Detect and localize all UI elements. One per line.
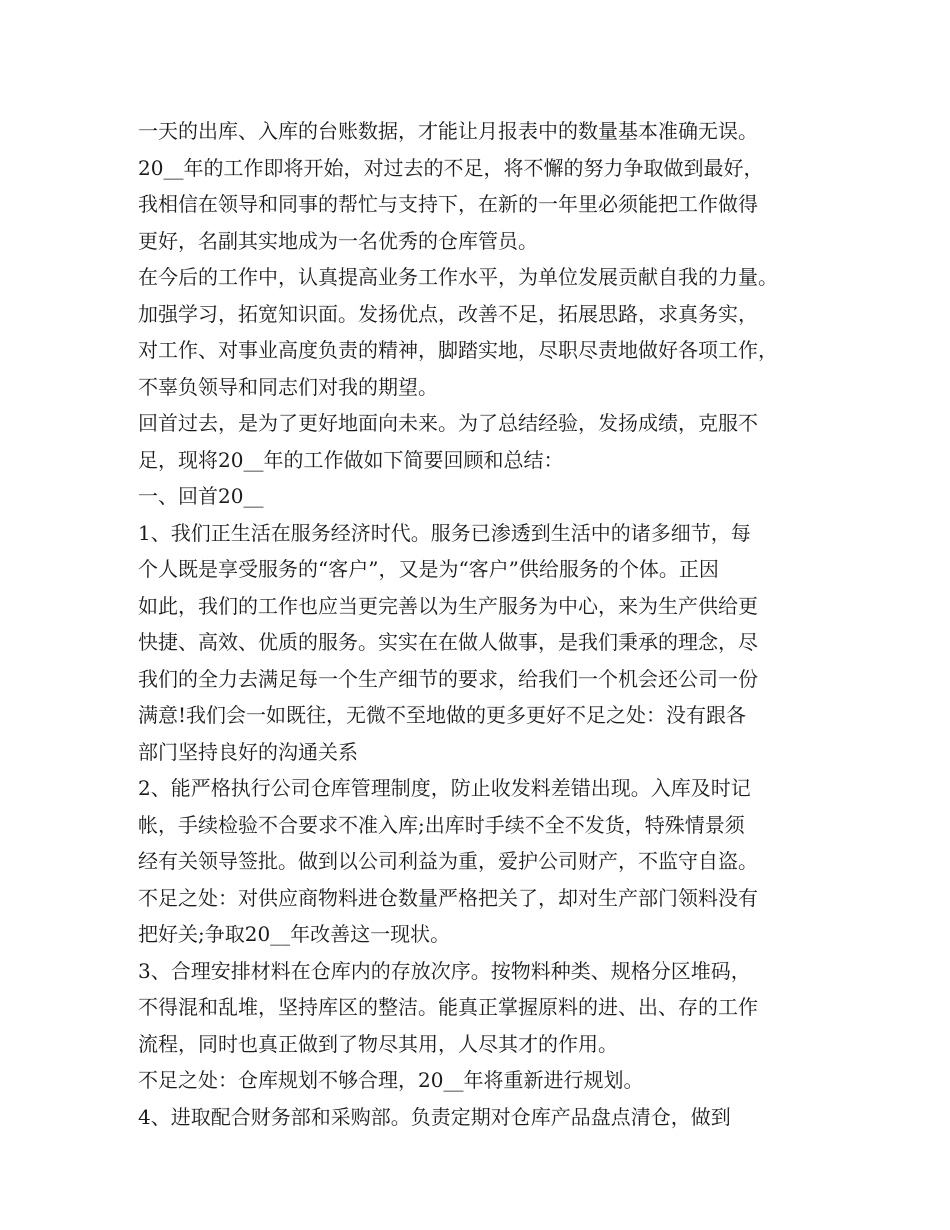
text-line: 快捷、高效、优质的服务。实实在在做人做事，是我们秉承的理念，尽 xyxy=(138,630,758,654)
text-line: 在今后的工作中，认真提高业务工作水平，为单位发展贡献自我的力量。 xyxy=(138,265,778,289)
text-line: 个人既是享受服务的“客户”，又是为“客户”供给服务的个体。正因 xyxy=(138,557,719,581)
document-body xyxy=(138,113,838,1135)
section-heading: 一、回首20__ xyxy=(138,484,264,508)
text-line: 如此，我们的工作也应当更完善以为生产服务为中心，来为生产供给更 xyxy=(138,593,758,618)
text-line: 把好关;争取20__年改善这一现状。 xyxy=(138,922,451,946)
text-line: 2、能严格执行公司仓库管理制度，防止收发料差错出现。入库及时记 xyxy=(138,776,751,800)
text-line: 1、我们正生活在服务经济时代。服务已渗透到生活中的诸多细节，每 xyxy=(138,520,751,545)
text-line: 不辜负领导和同志们对我的期望。 xyxy=(138,374,438,399)
text-line: 20__年的工作即将开始，对过去的不足，将不懈的努力争取做到最好， xyxy=(138,155,764,180)
text-line: 我相信在领导和同事的帮忙与支持下，在新的一年里必须能把工作做得 xyxy=(138,192,758,216)
text-line: 帐，手续检验不合要求不准入库;出库时手续不全不发货，特殊情景须 xyxy=(138,812,745,837)
text-line: 流程，同时也真正做到了物尽其用，人尽其才的作用。 xyxy=(138,1031,618,1056)
text-line: 4、进取配合财务部和采购部。负责定期对仓库产品盘点清仓，做到 xyxy=(138,1104,731,1129)
text-line: 不得混和乱堆，坚持库区的整洁。能真正掌握原料的进、出、存的工作 xyxy=(138,995,758,1019)
text-line: 不足之处：仓库规划不够合理，20__年将重新进行规划。 xyxy=(138,1068,644,1092)
text-line: 一天的出库、入库的台账数据，才能让月报表中的数量基本准确无误。 xyxy=(138,119,758,143)
text-line: 满意!我们会一如既往，无微不至地做的更多更好不足之处：没有跟各 xyxy=(138,703,747,727)
text-line: 加强学习，拓宽知识面。发扬优点，改善不足，拓展思路，求真务实， xyxy=(138,301,758,326)
text-line: 足，现将20__年的工作做如下简要回顾和总结： xyxy=(138,447,564,472)
text-line: 我们的全力去满足每一个生产细节的要求，给我们一个机会还公司一份 xyxy=(138,666,758,691)
text-line: 经有关领导签批。做到以公司利益为重，爱护公司财产，不监守自盗。 xyxy=(138,849,758,873)
text-line: 回首过去，是为了更好地面向未来。为了总结经验，发扬成绩，克服不 xyxy=(138,411,758,435)
text-line: 3、合理安排材料在仓库内的存放次序。按物料种类、规格分区堆码， xyxy=(138,958,751,983)
text-line: 部门坚持良好的沟通关系 xyxy=(138,739,358,764)
text-line: 对工作、对事业高度负责的精神，脚踏实地，尽职尽责地做好各项工作， xyxy=(138,338,778,362)
text-line: 不足之处：对供应商物料进仓数量严格把关了，却对生产部门领料没有 xyxy=(138,885,758,910)
text-line: 更好，名副其实地成为一名优秀的仓库管员。 xyxy=(138,228,538,253)
